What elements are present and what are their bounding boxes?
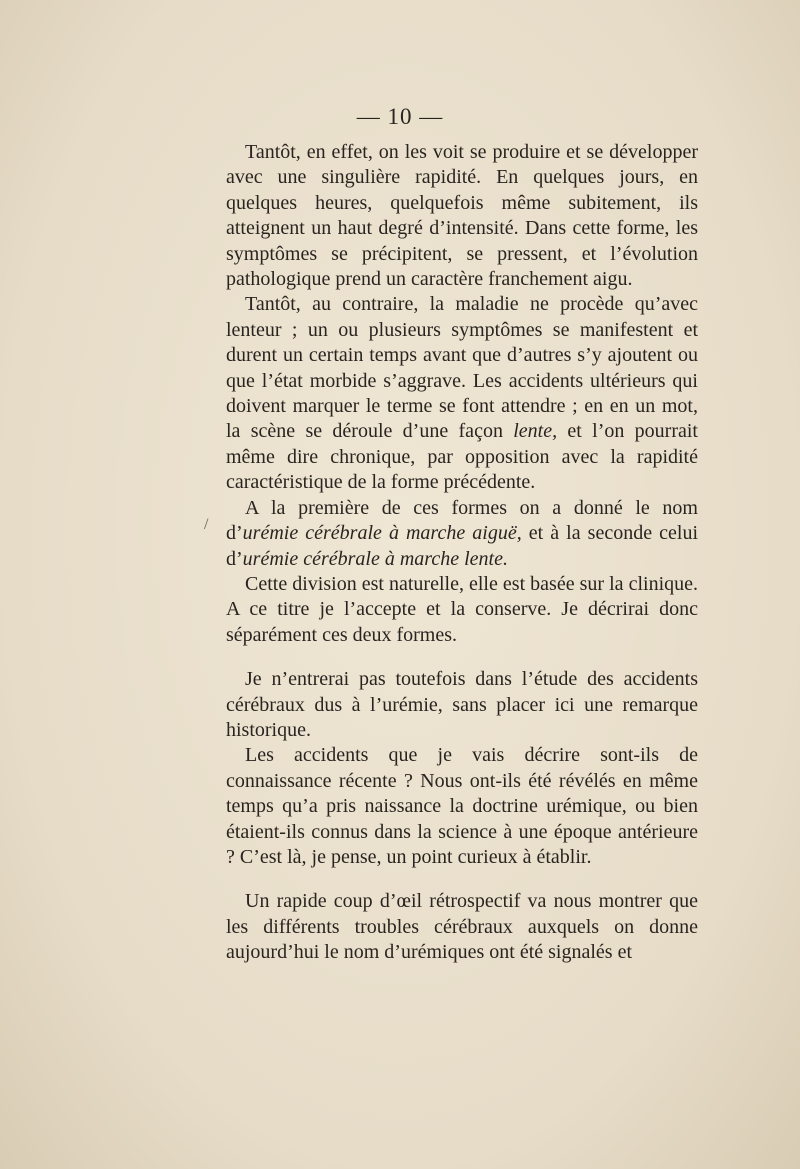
page-number: — 10 —: [356, 104, 444, 129]
paragraph-4: Cette division est naturelle, elle est basée sur la clinique. A ce titre je l’accepte et la conserve. Je décrirai donc séparément ces deux formes.: [226, 572, 698, 646]
paragraph-6: Les accidents que je vais décrire sont-ils de connaissance récente ? Nous ont-ils été révélés en même temps qu’a pris naissance la doctrine urémique, ou bien étaient-ils connus dans la science à une époque antérieure ? C’est là, je pense, un point curieux à établir.: [226, 744, 698, 868]
section-gap: [226, 870, 698, 889]
margin-mark: /: [204, 516, 209, 533]
section-gap: [226, 648, 698, 667]
body-text: [226, 140, 698, 966]
paragraph-2: Tantôt, au contraire, la maladie ne procède qu’avec lenteur ; un ou plusieurs symptômes se manifestent et durent un certain temps avant que d’autres s’y ajoutent ou que l’état morbide s’aggrave. Les accidents ultérieurs qui doivent marquer le terme se font attendre ; en en un mot, la scène se déroule d’une façon lente, et l’on pourrait même dire chronique, par opposition avec la rapidité caractéristique de la forme précédente.: [226, 293, 698, 494]
paragraph-7: Un rapide coup d’œil rétrospectif va nous montrer que les différents troubles cérébraux auxquels on donne aujourd’hui le nom d’urémiques ont été signalés et: [226, 890, 698, 964]
paragraph-5: Je n’entrerai pas toutefois dans l’étude des accidents cérébraux dus à l’urémie, sans placer ici une remarque historique.: [226, 668, 698, 741]
paragraph-1: Tantôt, en effet, on les voit se produire et se développer avec une singulière rapidité. En quelques jours, en quelques heures, quelquefois même subitement, ils atteignent un haut degré d’intensité. Dans cette forme, les symptômes se précipitent, se pressent, et l’évolution pathologique prend un caractère franchement aigu.: [226, 141, 698, 291]
paragraph-3: A la première de ces formes on a donné le nom d’urémie cérébrale à marche aiguë, et à la seconde celui d’urémie cérébrale à marche lente.: [226, 496, 698, 570]
